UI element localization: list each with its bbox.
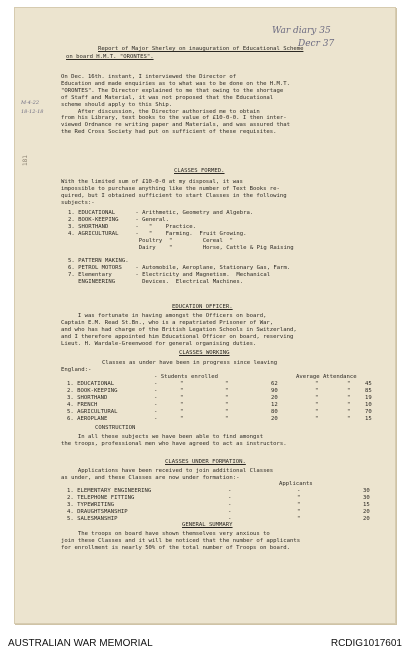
- table-cell-ditto: ": [315, 408, 319, 415]
- text-line: for enrollment is nearly 50% of the total number of Troops on board.: [61, 544, 291, 551]
- text-line: 4. AGRICULTURAL - " Farming. Fruit Growing.: [68, 230, 247, 237]
- text-line: "ORONTES". The Director explained to me that owing to the shortage: [61, 87, 284, 94]
- table-cell-ditto: ": [315, 401, 319, 408]
- document-body: [15, 8, 395, 623]
- table-cell-ditto: ": [347, 401, 351, 408]
- table-cell-subject: 4. FRENCH: [67, 401, 98, 408]
- text-line: subjects:-: [61, 199, 95, 206]
- text-line: 6. PETROL MOTORS - Automobile, Aeroplane, Stationary Gas, Farm.: [68, 265, 291, 272]
- handwritten-annotation: Decr 37: [298, 39, 335, 49]
- text-line: After discussion, the Director authorised me to obtain: [61, 108, 260, 115]
- table-cell-attendance: 10: [365, 401, 372, 408]
- text-line: of Staff and Material, it was not proposed that the Educational: [61, 94, 274, 101]
- table-cell-applicants: 20: [363, 515, 370, 522]
- text-line: 5. PATTERN MAKING.: [68, 258, 129, 265]
- archive-stamp: 181: [22, 155, 29, 166]
- text-line: I was fortunate in having amongst the Officers on board,: [61, 313, 267, 319]
- text-line: On Dec. 16th. instant, I interviewed the Director of: [61, 74, 237, 80]
- table-cell-dash: -: [154, 394, 158, 401]
- table-cell-enrolled: 80: [271, 408, 278, 415]
- table-cell-dash: -: [228, 515, 232, 522]
- text-line: In all these subjects we have been able to find amongst: [61, 434, 264, 440]
- applicants-header: Applicants: [279, 481, 313, 487]
- text-line: Captain E.M. Read St.Bn., who is a repatriated Prisoner of War,: [61, 319, 274, 326]
- handwritten-annotation: War diary 35: [272, 26, 331, 36]
- archive-footer: [0, 634, 410, 653]
- table-cell-ditto: ": [297, 501, 301, 508]
- table-cell-ditto: ": [315, 415, 319, 422]
- table-cell-ditto: ": [297, 494, 301, 501]
- table-cell-subject: 6. AEROPLANE: [67, 415, 108, 422]
- table-cell-dash: -: [228, 488, 232, 494]
- table-cell-enrolled: 20: [271, 415, 278, 422]
- text-line: join these Classes and it will be noticed that the number of applicants: [61, 537, 301, 544]
- england-label: England:-: [61, 367, 92, 373]
- table-cell-subject: 1. ELEMENTARY ENGINEERING: [67, 488, 152, 494]
- table-cell-ditto: -: [297, 488, 301, 494]
- section-heading: CLASSES FORMED.: [174, 168, 225, 174]
- text-line: 2. BOOK-KEEPING - General.: [68, 216, 170, 223]
- table-cell-ditto: ": [225, 415, 229, 422]
- text-line: 7. Elementary - Electricity and Magnetism. Mechanical: [68, 272, 271, 279]
- table-cell-attendance: 15: [365, 415, 372, 422]
- text-line: Education and made enquiries as to what was to be done on the H.M.T.: [61, 80, 291, 87]
- table-cell-applicants: 30: [363, 488, 370, 494]
- section-heading: CLASSES WORKING: [179, 350, 230, 356]
- table-cell-ditto: ": [180, 381, 184, 387]
- table-cell-subject: 3. SHORTHAND: [67, 394, 108, 401]
- text-line: the Red Cross Society had put on sufficient of these requisites.: [61, 129, 277, 136]
- table-cell-applicants: 20: [363, 508, 370, 515]
- text-line: 1. EDUCATIONAL - Arithmetic, Geometry and Algebra.: [68, 210, 254, 216]
- table-cell-applicants: 30: [363, 494, 370, 501]
- text-line: 3. SHORTHAND - " Practice.: [68, 223, 196, 230]
- text-line: Applications have been received to join additional Classes: [61, 468, 274, 474]
- text-line: scheme should apply to this Ship.: [61, 101, 173, 108]
- table-cell-ditto: ": [180, 408, 184, 415]
- table-cell-ditto: ": [225, 381, 229, 387]
- table-cell-ditto: ": [315, 381, 319, 387]
- table-cell-attendance: 70: [365, 408, 372, 415]
- table-cell-subject: 3. TYPEWRITING: [67, 501, 115, 508]
- table-cell-dash: -: [228, 508, 232, 515]
- table-cell-applicants: 15: [363, 501, 370, 508]
- text-line: With the limited sum of £10-0-0 at my disposal, it was: [61, 179, 243, 185]
- text-line: quired, but I obtained sufficient to start Classes in the following: [61, 192, 287, 199]
- table-cell-dash: -: [154, 415, 158, 422]
- table-cell-ditto: ": [315, 387, 319, 394]
- table-cell-ditto: ": [180, 387, 184, 394]
- table-cell-subject: 2. TELEPHONE FITTING: [67, 494, 135, 501]
- table-cell-ditto: ": [225, 401, 229, 408]
- table-cell-enrolled: 20: [271, 394, 278, 401]
- table-cell-dash: -: [228, 494, 232, 501]
- table-cell-ditto: ": [225, 394, 229, 401]
- table-cell-ditto: ": [297, 515, 301, 522]
- section-heading: CLASSES UNDER FORMATION.: [165, 459, 246, 465]
- text-line: viewed Ordnance re writing paper and Materials, and was assured that: [61, 122, 291, 129]
- table-cell-dash: -: [154, 381, 158, 387]
- table-cell-ditto: ": [347, 415, 351, 422]
- table-cell-ditto: ": [180, 415, 184, 422]
- students-enrolled-header: - Students enrolled: [154, 374, 218, 380]
- table-cell-enrolled: 90: [271, 387, 278, 394]
- text-line: ENGINEERING Devices. Electrical Machines.: [68, 279, 244, 285]
- table-cell-ditto: ": [347, 381, 351, 387]
- table-cell-ditto: ": [297, 508, 301, 515]
- text-line: from his Library, text books to the value of £10-0-0. I then inter-: [61, 115, 287, 122]
- handwritten-annotation: 18-12-18: [21, 109, 44, 115]
- text-line: Dairy " Horse, Cattle & Pig Raising: [68, 244, 294, 251]
- table-cell-subject: 4. DRAUGHTSMANSHIP: [67, 508, 128, 515]
- table-cell-dash: -: [154, 401, 158, 408]
- section-heading: GENERAL SUMMARY: [182, 522, 233, 528]
- table-cell-ditto: ": [347, 394, 351, 401]
- footer-institution: AUSTRALIAN WAR MEMORIAL: [8, 638, 153, 649]
- table-cell-ditto: ": [225, 408, 229, 415]
- average-attendance-header: Average Attendance: [296, 374, 357, 380]
- table-cell-ditto: ": [180, 401, 184, 408]
- table-cell-ditto: ": [347, 387, 351, 394]
- table-cell-attendance: 85: [365, 387, 372, 394]
- report-title-line-2: on board H.M.T. "ORONTES".: [66, 54, 154, 60]
- table-cell-subject: 5. AGRICULTURAL: [67, 408, 118, 415]
- text-line: and who has had charge of the British Legation Schools in Switzerland,: [61, 326, 297, 333]
- table-cell-enrolled: 12: [271, 401, 278, 408]
- classes-working-intro: Classes as under have been in progress since leaving: [102, 360, 278, 366]
- text-line: Poultry " Cereal ": [68, 237, 234, 244]
- text-line: and I therefore appointed him Educational Officer on board, reserving: [61, 333, 294, 340]
- table-cell-enrolled: 62: [271, 381, 278, 387]
- table-cell-dash: -: [154, 387, 158, 394]
- table-cell-ditto: ": [315, 394, 319, 401]
- text-line: as under, and these Classes are now under formation:-: [61, 474, 240, 481]
- table-cell-attendance: 45: [365, 381, 372, 387]
- table-cell-dash: -: [154, 408, 158, 415]
- text-line: the troops, professional men who have agreed to act as instructors.: [61, 440, 287, 447]
- table-cell-ditto: ": [180, 394, 184, 401]
- construction-label: CONSTRUCTION: [95, 425, 136, 431]
- table-cell-dash: -: [228, 501, 232, 508]
- section-heading: EDUCATION OFFICER.: [172, 304, 233, 310]
- table-cell-ditto: ": [347, 408, 351, 415]
- table-cell-subject: 5. SALESMANSHIP: [67, 515, 118, 522]
- handwritten-annotation: M-4-22: [21, 100, 40, 106]
- table-cell-subject: 2. BOOK-KEEPING: [67, 387, 118, 394]
- table-cell-subject: 1. EDUCATIONAL: [67, 381, 115, 387]
- report-title: Report of Major Sherley on inauguration of Educational Scheme: [98, 46, 304, 52]
- table-cell-ditto: ": [225, 387, 229, 394]
- document-page: [14, 7, 396, 624]
- text-line: impossible to purchase anything like the number of Text Books re-: [61, 185, 280, 192]
- text-line: Lieut. H. Wardale-Greenwood for general organising duties.: [61, 340, 257, 347]
- table-cell-attendance: 19: [365, 394, 372, 401]
- text-line: The troops on board have shown themselves very anxious to: [61, 531, 270, 537]
- footer-id: RCDIG1017601: [330, 638, 402, 649]
